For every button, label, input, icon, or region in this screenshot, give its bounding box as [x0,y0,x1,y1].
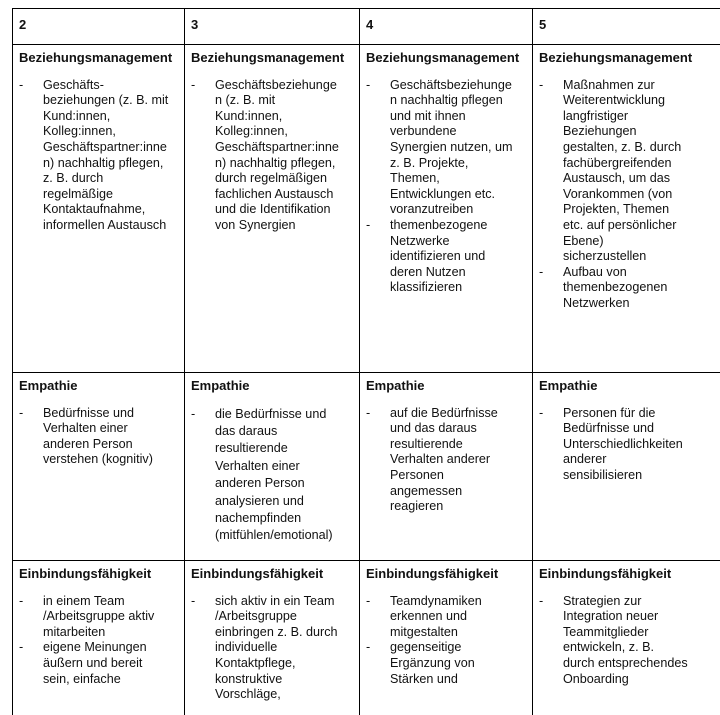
list-item: - Maßnahmen zur Weiterentwicklung langfristiger Beziehungen gestalten, z. B. durch fachübergreifenden Austausch, um das Vorankommen (von Projekten, Themen etc. auf persönlicher Ebene) sicherzustellen [539,78,715,265]
bullet-list [539,406,715,484]
bullet-list [191,406,354,545]
list-item: - themenbezogene Netzwerke identifizieren und deren Nutzen klassifizieren [366,218,527,296]
cell-title: Einbindungsfähigkeit [19,566,152,581]
list-item: - Personen für die Bedürfnisse und Unterschiedlichkeiten anderer sensibilisieren [539,406,715,484]
list-item: - in einem Team /Arbeitsgruppe aktiv mitarbeiten [19,594,179,641]
bullet-list [191,594,354,703]
cell-title: Empathie [366,378,425,393]
cell-title: Empathie [19,378,78,393]
cell-title: Empathie [539,378,598,393]
cell-title: Beziehungsmanagement [19,50,173,65]
table-cell [13,45,185,373]
cell-title: Beziehungsmanagement [191,50,345,65]
table-cell [185,373,360,561]
list-item: - die Bedürfnisse und das daraus resultierende Verhalten einer anderen Person analysieren und nachempfinden (mitfühlen/emotional) [191,406,354,545]
bullet-list [191,78,354,234]
table-cell [13,373,185,561]
table-cell [185,45,360,373]
bullet-list [19,78,179,234]
table-cell [360,45,533,373]
cell-title: Einbindungsfähigkeit [539,566,672,581]
table-cell [533,561,720,715]
table-cell [360,561,533,715]
list-item: - Geschäftsbeziehunge n (z. B. mit Kund:innen, Kolleg:innen, Geschäftspartner:inne n) nachhaltig pflegen, durch regelmäßigen fachlichen Austausch und die Identifikation von Synergien [191,78,354,234]
column-header-2: 2 [13,9,185,45]
list-item: - gegenseitige Ergänzung von Stärken und [366,640,527,687]
list-item: - Aufbau von themenbezogenen Netzwerken [539,265,715,312]
bullet-list [539,78,715,312]
list-item: - Strategien zur Integration neuer Teammitglieder entwickeln, z. B. durch entsprechendes Onboarding [539,594,715,688]
bullet-list [366,406,527,515]
table-cell [185,561,360,715]
bullet-list [19,594,179,688]
column-header-3: 3 [185,9,360,45]
bullet-list [366,594,527,688]
list-item: - Bedürfnisse und Verhalten einer anderen Person verstehen (kognitiv) [19,406,179,468]
cell-title: Beziehungsmanagement [366,50,520,65]
bullet-list [19,406,179,468]
table-cell [533,45,720,373]
table-cell [533,373,720,561]
cell-title: Beziehungsmanagement [539,50,693,65]
table-cell [360,373,533,561]
cell-title: Empathie [191,378,250,393]
list-item: - Geschäfts- beziehungen (z. B. mit Kund:innen, Kolleg:innen, Geschäftspartner:inne n) nachhaltig pflegen, z. B. durch regelmäßige Kontaktaufnahme, informellen Austausch [19,78,179,234]
cell-title: Einbindungsfähigkeit [191,566,324,581]
list-item: - auf die Bedürfnisse und das daraus resultierende Verhalten anderer Personen angemessen reagieren [366,406,527,515]
column-header-5: 5 [533,9,720,45]
competency-table [12,8,720,715]
bullet-list [539,594,715,688]
table-cell [13,561,185,715]
list-item: - Geschäftsbeziehunge n nachhaltig pflegen und mit ihnen verbundene Synergien nutzen, um z. B. Projekte, Themen, Entwicklungen etc. voranzutreiben [366,78,527,218]
list-item: - Teamdynamiken erkennen und mitgestalten [366,594,527,641]
column-header-4: 4 [360,9,533,45]
cell-title: Einbindungsfähigkeit [366,566,499,581]
list-item: - sich aktiv in ein Team /Arbeitsgruppe einbringen z. B. durch individuelle Kontaktpflege, konstruktive Vorschläge, [191,594,354,703]
bullet-list [366,78,527,296]
list-item: - eigene Meinungen äußern und bereit sein, einfache [19,640,179,687]
